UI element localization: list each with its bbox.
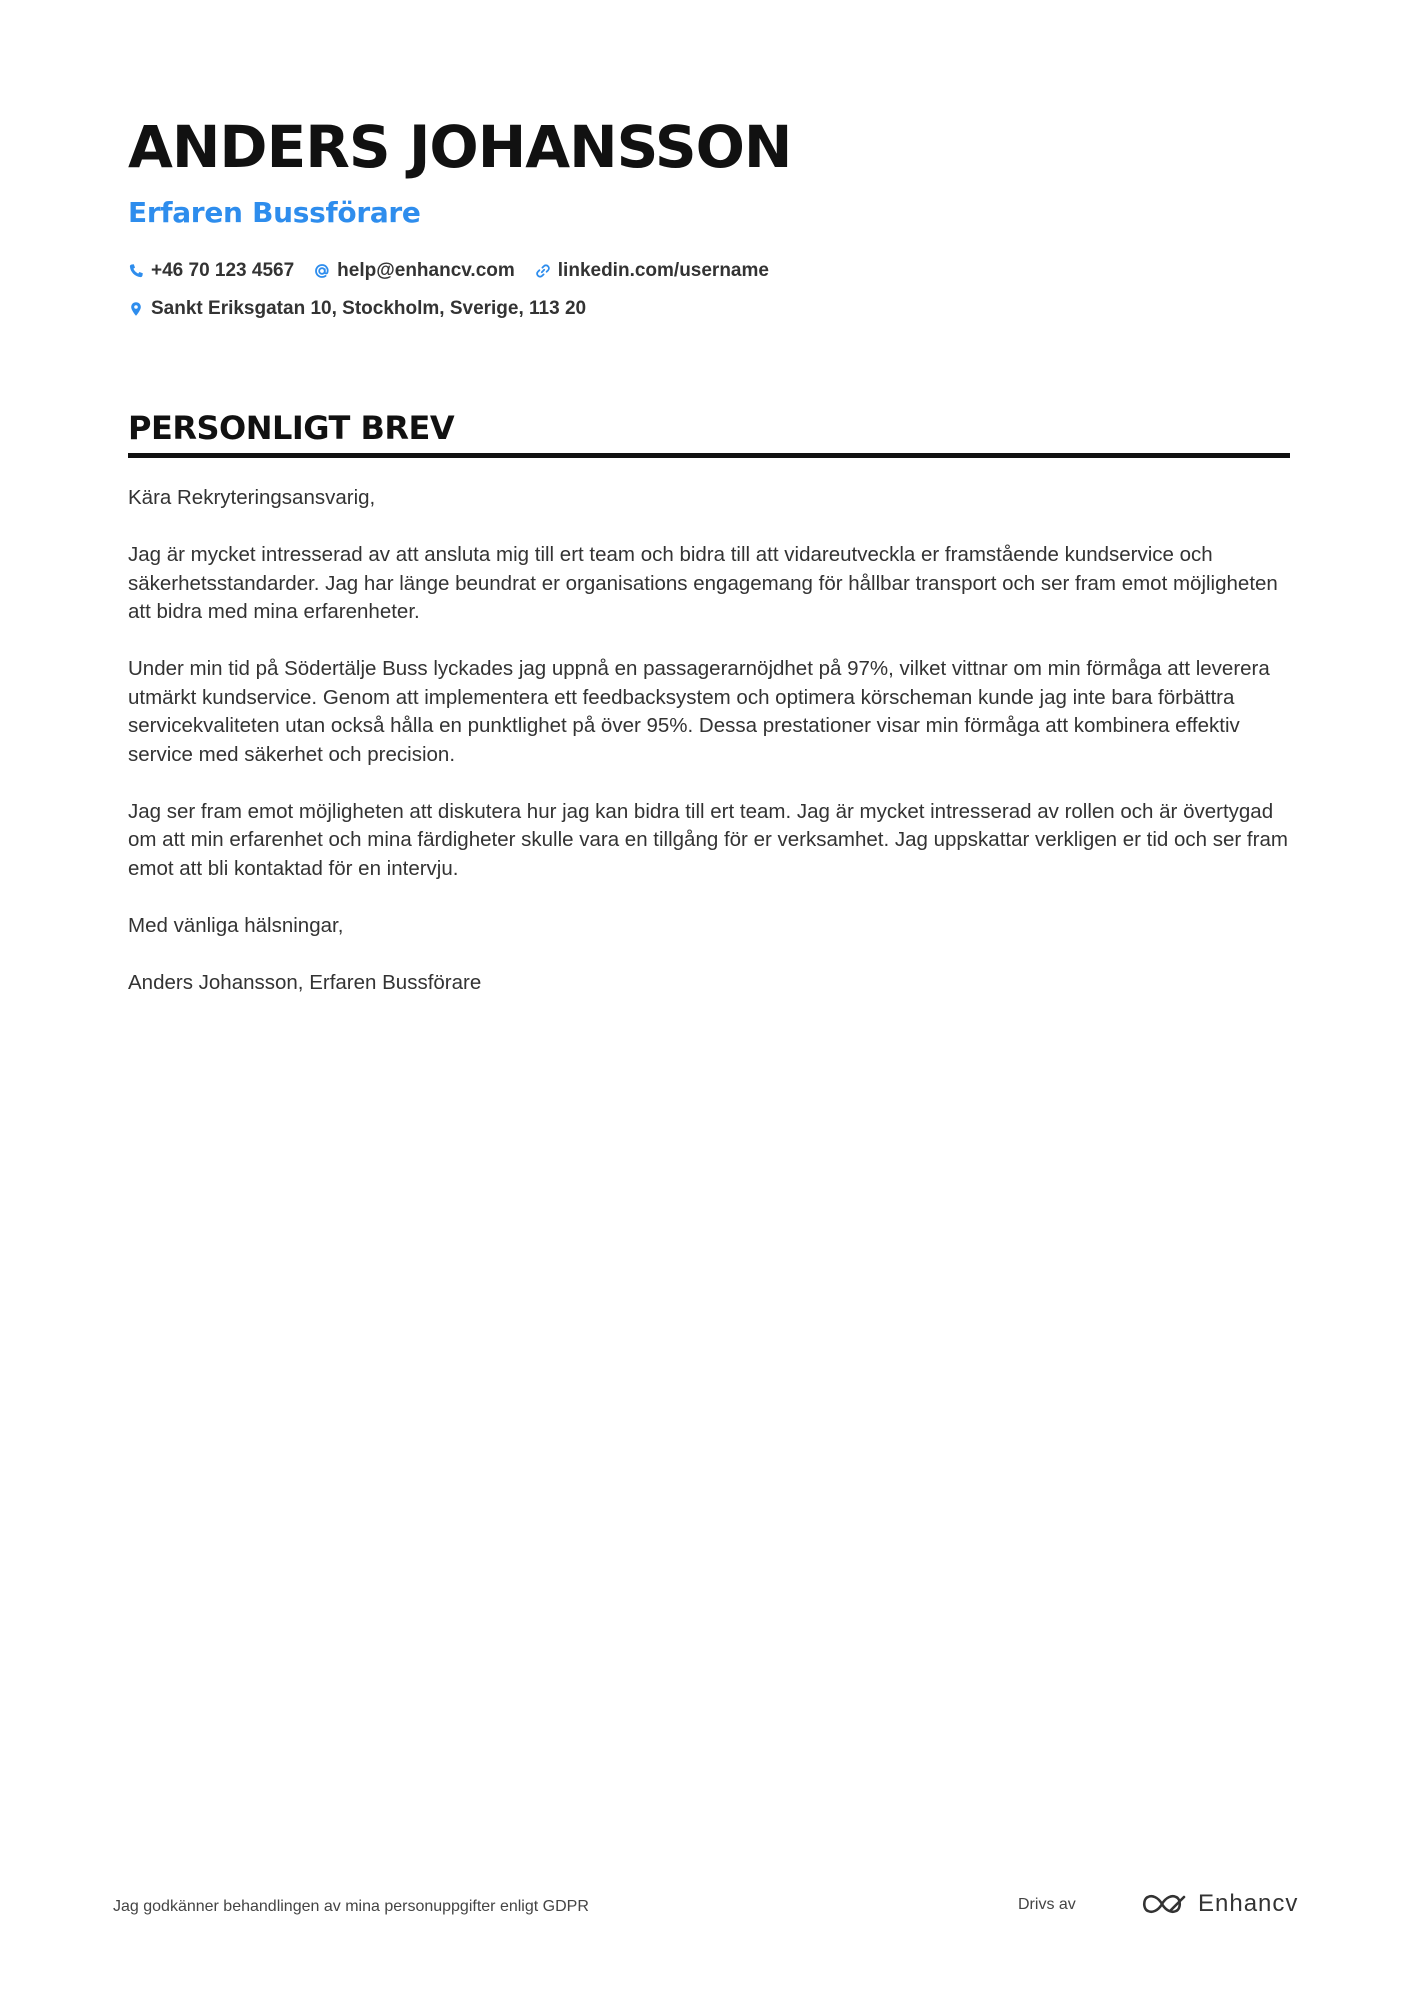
letter-paragraph-1: Jag är mycket intresserad av att ansluta mig till ert team och bidra till att vidareutveckla er framstående kundservice och säkerhetsstandarder. Jag har länge beundrat er organisations engagemang för hållbar transport och ser fram emot möjligheten att bidra med mina erfarenheter.	[128, 543, 1278, 623]
section-title: PERSONLIGT BREV	[128, 409, 455, 447]
contact-linkedin	[535, 260, 769, 282]
address-text: Sankt Eriksgatan 10, Stockholm, Sverige, 113 20	[151, 298, 587, 319]
contact-phone	[128, 260, 294, 282]
gdpr-consent-text: Jag godkänner behandlingen av mina personuppgifter enligt GDPR	[113, 1898, 589, 1915]
candidate-title: Erfaren Bussförare	[128, 196, 421, 229]
link-icon	[535, 263, 551, 279]
footer	[113, 1888, 1299, 1928]
linkedin-url[interactable]: linkedin.com/username	[557, 260, 769, 281]
powered-by-label: Drivs av	[1018, 1896, 1076, 1913]
phone-number[interactable]: +46 70 123 4567	[151, 260, 295, 281]
cover-letter-section	[128, 405, 1290, 1026]
contact-email	[314, 260, 515, 282]
contact-row-address	[128, 290, 1288, 328]
letter-paragraph-3: Jag ser fram emot möjligheten att diskutera hur jag kan bidra till ert team. Jag är mycket intresserad av rollen och är övertygad om att min erfarenhet och mina färdigheter skulle vara en tillgång för er verksamhet. Jag uppskattar verkligen er tid och ser fram emot att bli kontaktad för en intervju.	[128, 799, 1288, 880]
phone-icon	[128, 263, 144, 279]
letter-closing: Med vänliga hälsningar,	[128, 913, 344, 937]
contact-row-primary	[128, 252, 1288, 290]
header	[128, 108, 1288, 328]
contact-address	[128, 298, 586, 320]
section-divider	[128, 453, 1290, 458]
email-address[interactable]: help@enhancv.com	[337, 260, 515, 281]
brand-name: Enhancv	[1198, 1890, 1299, 1917]
brand-link[interactable]	[1140, 1890, 1298, 1918]
letter-paragraph-2: Under min tid på Södertälje Buss lyckades jag uppnå en passagerarnöjdhet på 97%, vilket vittnar om min förmåga att leverera utmärkt kundservice. Genom att implementera ett feedbacksystem och optimera körscheman kunde jag inte bara förbättra servicekvaliteten utan också hålla en punktlighet på över 95%. Dessa prestationer visar min förmåga att kombinera effektiv service med säkerhet och precision.	[128, 657, 1270, 766]
letter-signature: Anders Johansson, Erfaren Bussförare	[128, 970, 482, 994]
at-icon	[314, 263, 330, 279]
contact-info	[128, 252, 1288, 328]
enhancv-logo-icon	[1140, 1891, 1188, 1917]
letter-body	[128, 484, 1290, 997]
location-pin-icon	[128, 301, 144, 317]
letter-greeting: Kära Rekryteringsansvarig,	[128, 486, 376, 509]
candidate-name: ANDERS JOHANSSON	[128, 113, 792, 181]
